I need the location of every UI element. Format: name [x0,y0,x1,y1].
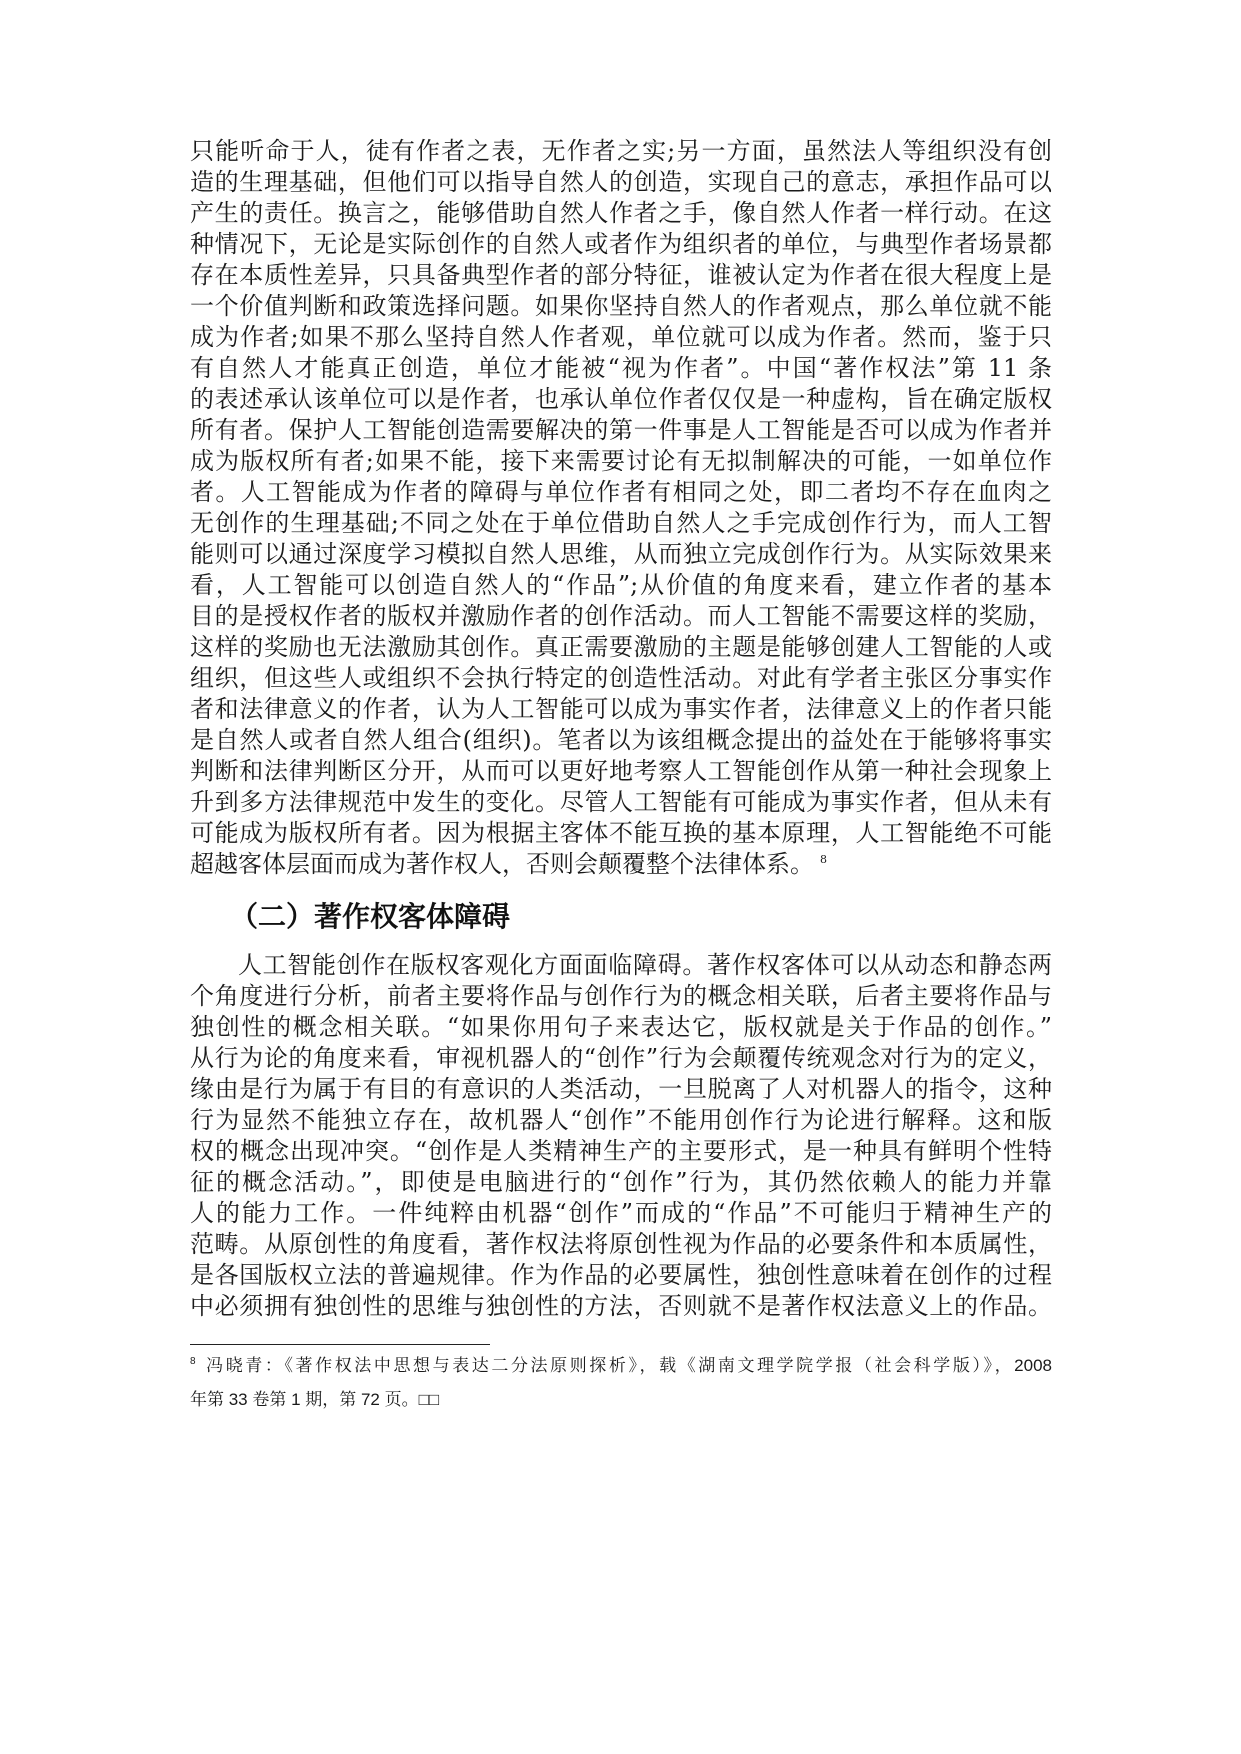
text-line: 一个价值判断和政策选择问题。如果你坚持自然人的作者观点，那么单位就不能 [190,292,1052,320]
footnote-separator [190,1344,490,1345]
text-line: 种情况下，无论是实际创作的自然人或者作为组织者的单位，与典型作者场景都 [190,230,1052,258]
text-line: 成为版权所有者;如果不能，接下来需要讨论有无拟制解决的可能，一如单位作 [190,447,1052,475]
body-paragraph [190,136,1052,880]
text-line: 目的是授权作者的版权并激励作者的创作活动。而人工智能不需要这样的奖励， [190,602,1052,630]
text-line: 个角度进行分析，前者主要将作品与创作行为的概念相关联，后者主要将作品与 [190,982,1052,1010]
text-line: 可能成为版权所有者。因为根据主客体不能互换的基本原理，人工智能绝不可能 [190,819,1052,847]
body-paragraph [190,950,1052,1322]
text-line: 组织，但这些人或组织不会执行特定的创造性活动。对此有学者主张区分事实作 [190,664,1052,692]
text-line: 是各国版权立法的普遍规律。作为作品的必要属性，独创性意味着在创作的过程 [190,1261,1052,1289]
text-line: 造的生理基础，但他们可以指导自然人的创造，实现自己的意志，承担作品可以 [190,168,1052,196]
text-line: 人的能力工作。一件纯粹由机器“创作”而成的“作品”不可能归于精神生产的 [190,1199,1052,1227]
section-heading: （二）著作权客体障碍 [230,900,511,933]
footnote-marker: 8 [190,1356,196,1368]
text-line: 权的概念出现冲突。“创作是人类精神生产的主要形式，是一种具有鲜明个性特 [190,1137,1052,1165]
text-line: 人工智能创作在版权客观化方面面临障碍。著作权客体可以从动态和静态两 [238,951,1052,979]
text-line: 升到多方法律规范中发生的变化。尽管人工智能有可能成为事实作者，但从未有 [190,788,1052,816]
text-line: 的表述承认该单位可以是作者，也承认单位作者仅仅是一种虚构，旨在确定版权 [190,385,1052,413]
footnote-line [190,1349,1052,1383]
text-line-content: 超越客体层面而成为著作权人，否则会颠覆整个法律体系。 [190,850,814,878]
text-line: 存在本质性差异，只具备典型作者的部分特征，谁被认定为作者在很大程度上是 [190,261,1052,289]
text-line: 者和法律意义的作者，认为人工智能可以成为事实作者，法律意义上的作者只能 [190,695,1052,723]
text-line: 判断和法律判断区分开，从而可以更好地考察人工智能创作从第一种社会现象上 [190,757,1052,785]
text-line: 产生的责任。换言之，能够借助自然人作者之手，像自然人作者一样行动。在这 [190,199,1052,227]
text-line: 无创作的生理基础;不同之处在于单位借助自然人之手完成创作行为，而人工智 [190,509,1052,537]
footnote [190,1349,1052,1417]
text-line: 这样的奖励也无法激励其创作。真正需要激励的主题是能够创建人工智能的人或 [190,633,1052,661]
text-line: 成为作者;如果不那么坚持自然人作者观，单位就可以成为作者。然而，鉴于只 [190,323,1052,351]
text-line: 是自然人或者自然人组合(组织)。笔者以为该组概念提出的益处在于能够将事实 [190,726,1052,754]
text-line: 中必须拥有独创性的思维与独创性的方法，否则就不是著作权法意义上的作品。 [190,1292,1052,1320]
text-line: 只能听命于人，徒有作者之表，无作者之实;另一方面，虽然法人等组织没有创 [190,137,1052,165]
text-line: 从行为论的角度来看，审视机器人的“创作”行为会颠覆传统观念对行为的定义， [190,1044,1052,1072]
text-line: 所有者。保护人工智能创造需要解决的第一件事是人工智能是否可以成为作者并 [190,416,1052,444]
footnote-text: 冯晓青：《著作权法中思想与表达二分法原则探析》，载《湖南文理学院学报（社会科学版）》，2008 [203,1356,1052,1375]
footnote-reference: 8 [820,853,827,866]
text-line: 范畴。从原创性的角度看，著作权法将原创性视为作品的必要条件和本质属性， [190,1230,1052,1258]
text-line [190,849,1052,880]
footnote-line: 年第 33 卷第 1 期，第 72 页。□□ [190,1390,440,1409]
text-line: 能则可以通过深度学习模拟自然人思维，从而独立完成创作行为。从实际效果来 [190,540,1052,568]
text-line: 缘由是行为属于有目的有意识的人类活动，一旦脱离了人对机器人的指令，这种 [190,1075,1052,1103]
text-line: 征的概念活动。”，即使是电脑进行的“创作”行为，其仍然依赖人的能力并靠 [190,1168,1052,1196]
text-line: 看，人工智能可以创造自然人的“作品”;从价值的角度来看，建立作者的基本 [190,571,1052,599]
text-line: 独创性的概念相关联。“如果你用句子来表达它，版权就是关于作品的创作。” [190,1013,1052,1041]
text-line: 行为显然不能独立存在，故机器人“创作”不能用创作行为论进行解释。这和版 [190,1106,1052,1134]
text-line: 者。人工智能成为作者的障碍与单位作者有相同之处，即二者均不存在血肉之 [190,478,1052,506]
text-line: 有自然人才能真正创造，单位才能被“视为作者”。中国“著作权法”第 11 条 [190,354,1052,382]
